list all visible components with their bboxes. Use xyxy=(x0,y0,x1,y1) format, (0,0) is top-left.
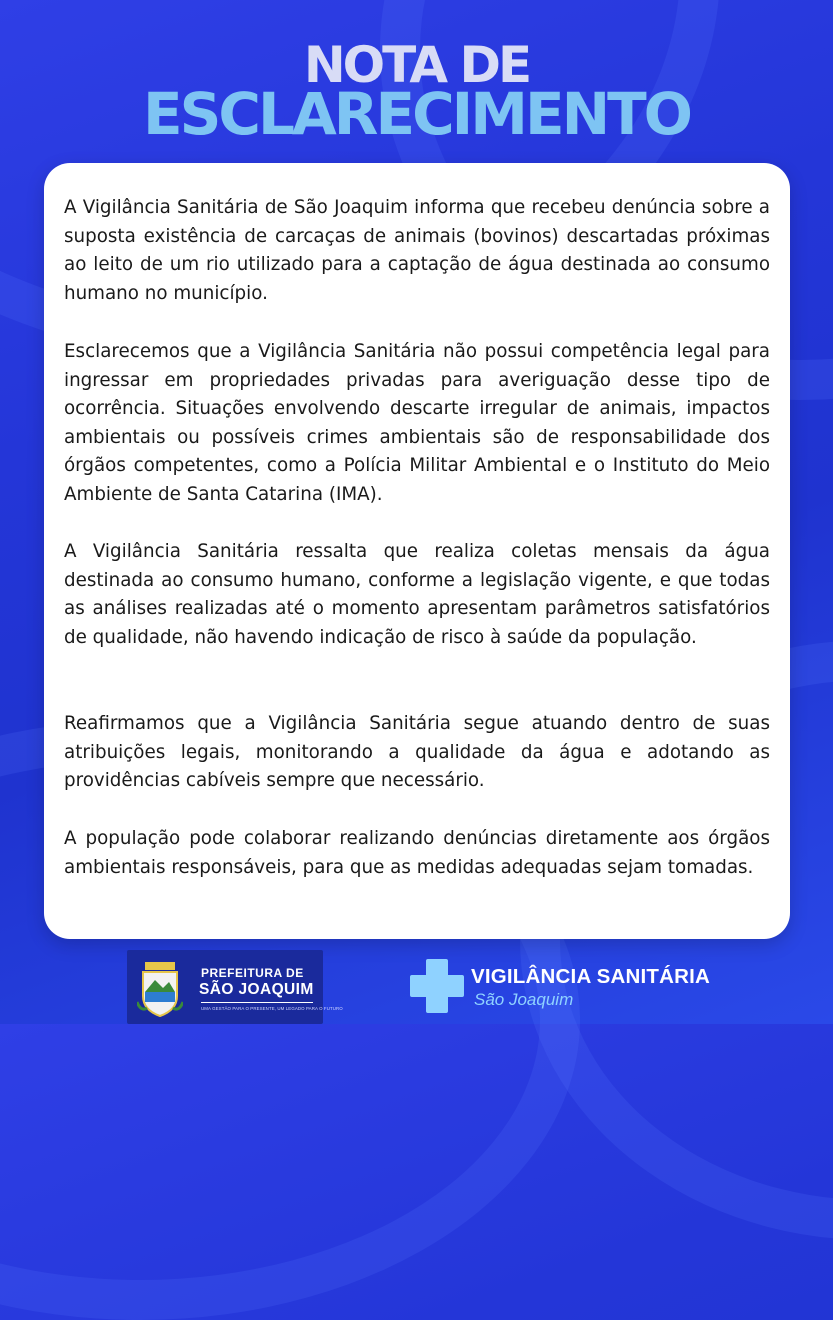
prefeitura-logo xyxy=(127,950,343,1024)
vigilancia-city: São Joaquim xyxy=(474,990,574,1009)
prefeitura-label: PREFEITURA DE xyxy=(201,966,304,980)
prefeitura-tagline: UMA GESTÃO PARA O PRESENTE, UM LEGADO PARA O FUTURO xyxy=(201,1006,343,1011)
notice-paragraph: Esclarecemos que a Vigilância Sanitária não possui competência legal para ingressar em propriedades privadas para averiguação desse tipo de ocorrência. Situações envolvendo descarte irregular de animais, impactos ambientais ou possíveis crimes ambientais são de responsabilidade dos órgãos competentes, como a Polícia Militar Ambiental e o Instituto do Meio Ambiente de Santa Catarina (IMA). xyxy=(64,341,770,505)
notice-paragraph: Reafirmamos que a Vigilância Sanitária segue atuando dentro de suas atribuições legais, monitorando a qualidade da água e adotando as providências cabíveis sempre que necessário. xyxy=(64,713,770,791)
notice-card xyxy=(44,163,790,939)
vigilancia-title: VIGILÂNCIA SANITÁRIA xyxy=(471,965,710,988)
notice-paragraph: A Vigilância Sanitária de São Joaquim informa que recebeu denúncia sobre a suposta existência de carcaças de animais (bovinos) descartadas próximas ao leito de um rio utilizado para a captação de água destinada ao consumo humano no município. xyxy=(64,197,770,304)
title-line-1: NOTA DE xyxy=(303,36,530,94)
city-name: SÃO JOAQUIM xyxy=(199,981,314,998)
vigilancia-logo xyxy=(408,952,728,1022)
notice-paragraph: A população pode colaborar realizando denúncias diretamente aos órgãos ambientais responsáveis, para que as medidas adequadas sejam tomadas. xyxy=(64,828,770,878)
city-crest-icon xyxy=(137,962,183,1018)
divider xyxy=(201,1002,313,1003)
notice-paragraph: A Vigilância Sanitária ressalta que realiza coletas mensais da água destinada ao consumo humano, conforme a legislação vigente, e que todas as análises realizadas até o momento apresentam parâmetros satisfatórios de qualidade, não havendo indicação de risco à saúde da população. xyxy=(64,541,770,648)
health-cross-icon xyxy=(408,957,466,1015)
title-line-2: ESCLARECIMENTO xyxy=(143,80,690,148)
